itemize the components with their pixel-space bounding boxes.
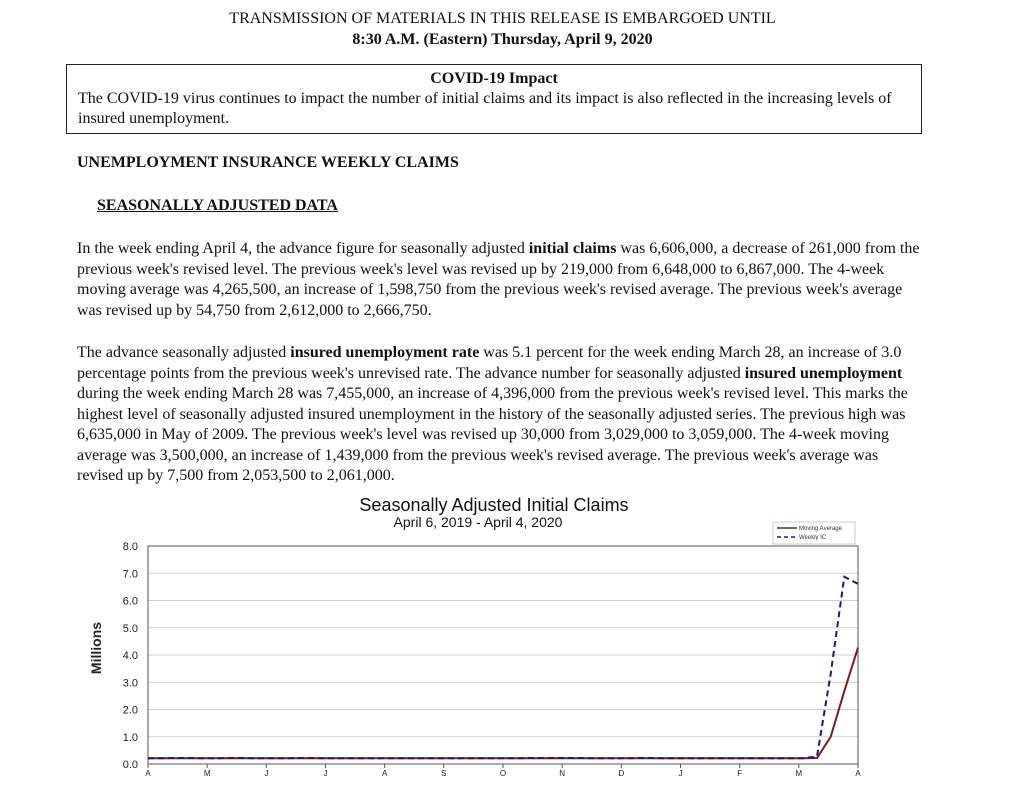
legend-label-moving-average: Moving Average xyxy=(799,526,842,532)
x-tick-label: N xyxy=(559,769,566,778)
y-tick-label: 5.0 xyxy=(122,622,138,635)
chart-grid xyxy=(148,546,858,764)
x-tick-label: J xyxy=(264,769,269,778)
y-tick-label: 2.0 xyxy=(122,704,138,717)
y-tick-label: 6.0 xyxy=(122,595,138,608)
para2-bold-1: insured unemployment rate xyxy=(290,344,480,361)
embargo-line-1: TRANSMISSION OF MATERIALS IN THIS RELEASE IS EMBARGOED UNTIL xyxy=(229,10,776,27)
para2-text-2: was 5.1 percent for the week ending March 28, an increase of 3.0 percentage points from the previous week's unrevised rate. The advance number for seasonally adjusted xyxy=(77,344,902,382)
covid-impact-title: COVID-19 Impact xyxy=(430,70,558,87)
series-line-moving-average xyxy=(148,648,858,759)
para2-text-3: during the week ending March 28 was 7,455,000, an increase of 4,396,000 from the previous week's revised level. This marks the highest level of seasonally adjusted insured unemployment in the history of the seasonally adjusted series. The previous high was 6,635,000 in May of 2009. The previous week's level was revised up 30,000 from 3,029,000 to 3,059,000. The 4-week moving average was 3,500,000, an increase of 1,439,000 from the previous week's revised average. The previous week's average was revised up by 7,500 from 2,053,500 to 2,061,000. xyxy=(77,385,908,484)
x-tick-label: M xyxy=(795,769,803,778)
y-tick-label: 8.0 xyxy=(122,541,138,553)
para1-bold-1: initial claims xyxy=(528,240,617,257)
subsection-title: SEASONALLY ADJUSTED DATA xyxy=(97,197,338,214)
chart-series xyxy=(148,577,858,759)
embargo-line-2: 8:30 A.M. (Eastern) Thursday, April 9, 2020 xyxy=(352,31,653,48)
x-tick-label: J xyxy=(678,769,683,778)
chart-subtitle: April 6, 2019 - April 4, 2020 xyxy=(393,514,563,530)
legend-label-weekly-ic: Weekly IC xyxy=(799,535,827,541)
initial-claims-paragraph xyxy=(77,239,927,321)
x-tick-label: D xyxy=(618,769,625,778)
para1-text-1: In the week ending April 4, the advance figure for seasonally adjusted xyxy=(77,240,529,257)
x-tick-label: J xyxy=(323,769,328,778)
x-tick-label: A xyxy=(855,769,861,778)
chart-title: Seasonally Adjusted Initial Claims xyxy=(359,495,629,515)
x-tick-label: A xyxy=(381,769,388,778)
embargo-notice xyxy=(0,8,1005,50)
covid-impact-box xyxy=(66,64,922,134)
y-tick-label: 4.0 xyxy=(122,650,138,662)
initial-claims-chart xyxy=(0,490,1019,785)
y-tick-label: 3.0 xyxy=(122,677,138,690)
chart-legend xyxy=(773,522,855,544)
y-tick-label: 1.0 xyxy=(122,731,138,744)
insured-unemployment-paragraph xyxy=(77,343,927,487)
y-tick-label: 7.0 xyxy=(122,568,138,581)
para2-bold-2: insured unemployment xyxy=(744,364,903,382)
y-axis-label: Millions xyxy=(88,621,104,675)
para1-text-2: was 6,606,000, a decrease of 261,000 from the previous week's revised level. The previous week's level was revised up by 219,000 from 6,648,000 to 6,867,000. The 4-week moving average was 4,265,500, an increase of 1,598,750 from the previous week's revised average. The previous week's average was revised up by 54,750 from 2,612,000 to 2,666,750. xyxy=(77,240,920,319)
y-tick-label: 0.0 xyxy=(122,759,138,771)
x-tick-label: O xyxy=(499,769,507,778)
covid-impact-text: The COVID-19 virus continues to impact the number of initial claims and its impact is also reflected in the increasing levels of insured unemployment. xyxy=(78,90,892,127)
x-tick-label: M xyxy=(203,769,211,778)
section-title: UNEMPLOYMENT INSURANCE WEEKLY CLAIMS xyxy=(77,154,459,171)
x-tick-label: A xyxy=(145,769,151,778)
series-line-weekly-ic xyxy=(148,577,858,759)
x-tick-label: F xyxy=(737,769,743,778)
para2-text-1: The advance seasonally adjusted xyxy=(77,344,291,361)
y-tick-labels xyxy=(123,541,138,771)
x-tick-labels xyxy=(145,764,861,778)
x-tick-label: S xyxy=(441,769,447,778)
